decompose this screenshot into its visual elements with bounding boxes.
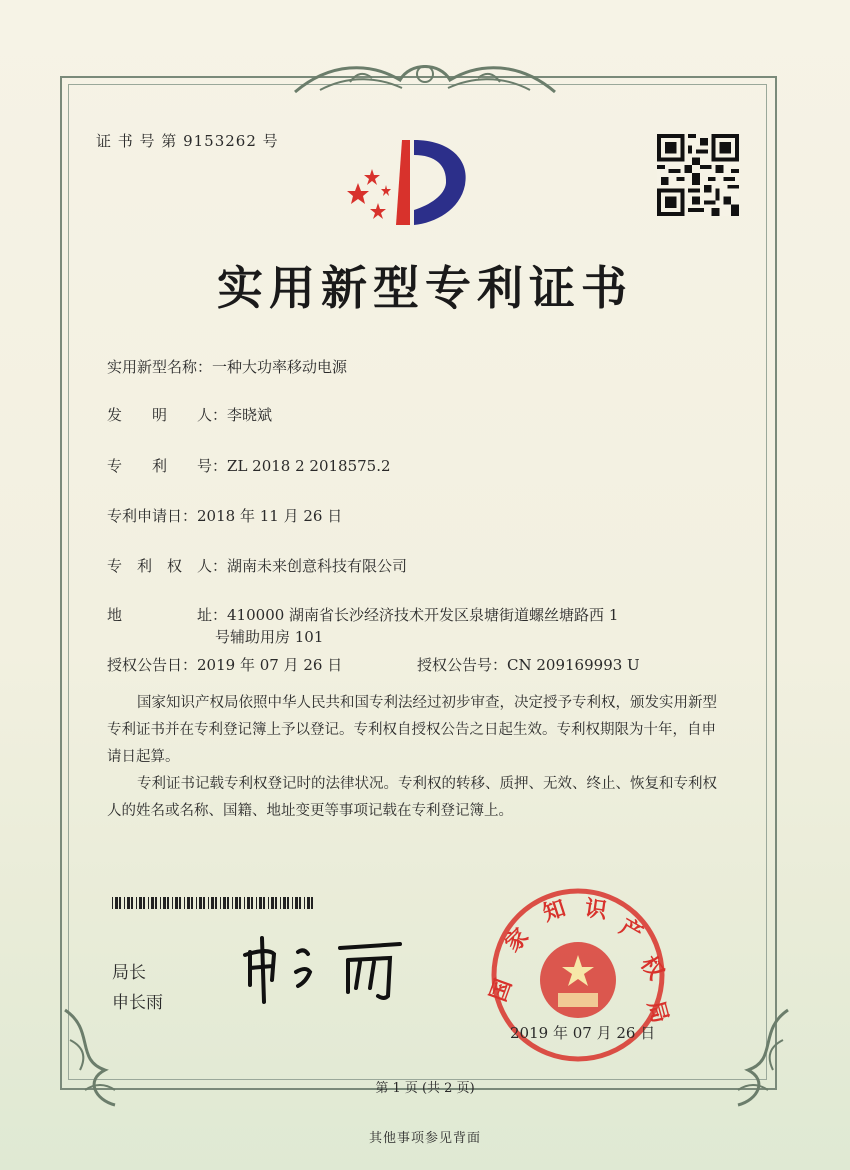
- grant-date-label: 授权公告日：: [107, 656, 198, 674]
- address-row: [107, 604, 618, 625]
- address-line-1: 410000 湖南省长沙经济技术开发区泉塘街道螺丝塘路西 1: [227, 606, 619, 624]
- patent-number-row: [107, 455, 391, 476]
- grant-number-value: CN 209169993 U: [507, 656, 640, 674]
- filing-date-value: 2018 年 11 月 26 日: [197, 507, 343, 525]
- patentee-value: 湖南未来创意科技有限公司: [227, 557, 408, 575]
- certificate-number: 证 书 号 第 9153262 号: [96, 132, 279, 150]
- grant-number-label: 授权公告号：: [417, 656, 508, 674]
- grant-number-row: [417, 654, 640, 675]
- address-line-2: 号辅助用房 101: [215, 628, 324, 646]
- filing-date-row: [107, 505, 342, 526]
- patent-number-value: ZL 2018 2 2018575.2: [227, 457, 391, 475]
- svg-text:家: 家: [500, 923, 534, 958]
- cnipa-logo: [350, 125, 475, 235]
- svg-text:国: 国: [486, 975, 518, 1006]
- handwritten-signature: [240, 930, 420, 1010]
- certificate-body: [107, 690, 727, 825]
- barcode: [112, 897, 316, 909]
- grant-date-value: 2019 年 07 月 26 日: [197, 656, 343, 674]
- utility-model-name-label: 实用新型名称：: [107, 358, 213, 376]
- address-label: 地 址：: [107, 606, 228, 624]
- patentee-label: 专 利 权 人：: [107, 557, 228, 575]
- seal-date: 2019 年 07 月 26 日: [510, 1024, 656, 1042]
- utility-model-name-row: [107, 356, 347, 377]
- director-title: 局长: [112, 963, 146, 983]
- patent-number-label: 专 利 号：: [107, 457, 228, 475]
- back-note: 其他事项参见背面: [368, 1131, 481, 1146]
- director-name: 申长雨: [112, 993, 163, 1013]
- body-paragraph-1: 国家知识产权局依照中华人民共和国专利法经过初步审查，决定授予专利权，颁发实用新型专利证书并在专利登记簿上予以登记。专利权自授权公告之日起生效。专利权期限为十年，自申请日起算。: [107, 695, 717, 765]
- svg-text:产: 产: [615, 914, 647, 948]
- svg-text:局: 局: [642, 998, 673, 1026]
- certificate-title: 实用新型专利证书: [217, 261, 633, 315]
- svg-text:识: 识: [583, 896, 609, 925]
- inventor-label: 发 明 人：: [107, 406, 228, 424]
- svg-text:权: 权: [635, 952, 669, 985]
- qr-code[interactable]: [657, 134, 739, 216]
- grant-date-row: [107, 654, 342, 675]
- body-paragraph-2: 专利证书记载专利权登记时的法律状况。专利权的转移、质押、无效、终止、恢复和专利权人的姓名或名称、国籍、地址变更等事项记载在专利登记簿上。: [107, 776, 717, 819]
- page-number: 第 1 页 (共 2 页): [375, 1081, 475, 1096]
- top-ornament: [290, 52, 560, 100]
- inventor-value: 李晓斌: [227, 406, 273, 424]
- utility-model-name-value: 一种大功率移动电源: [212, 358, 348, 376]
- svg-text:知: 知: [540, 896, 569, 927]
- inventor-row: [107, 404, 272, 425]
- patentee-row: [107, 555, 407, 576]
- filing-date-label: 专利申请日：: [107, 507, 198, 525]
